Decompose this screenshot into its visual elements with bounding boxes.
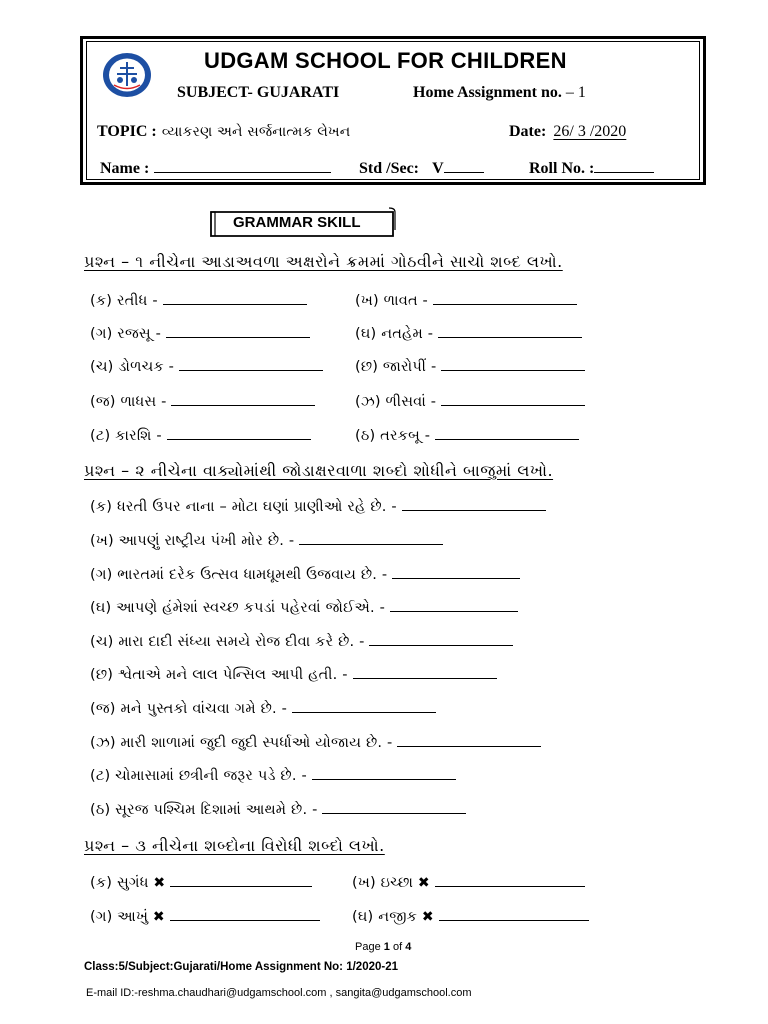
q1-item-text: (ચ) ડોળચક - bbox=[90, 359, 175, 375]
roll-blank[interactable] bbox=[594, 171, 654, 173]
answer-blank[interactable] bbox=[163, 303, 307, 305]
q1-item-text: (ખ) ળાવત - bbox=[355, 293, 428, 309]
q1-item-right-2 bbox=[355, 359, 585, 375]
q3-item-left-1 bbox=[90, 909, 320, 925]
name-label: Name : bbox=[100, 160, 150, 177]
q1-item-right-1 bbox=[355, 326, 582, 342]
topic-value: વ્યાકરણ અને સર્જનાત્મક લેખન bbox=[161, 124, 351, 140]
grammar-skill-banner bbox=[209, 210, 393, 239]
cross-icon: ✖ bbox=[417, 875, 430, 891]
q1-item-text: (જ) ળાધસ - bbox=[90, 394, 167, 410]
q2-item-text: (ઘ) આપણે હંમેશાં સ્વચ્છ કપડાં પહેરવાં જોઈએ. - bbox=[90, 600, 386, 616]
q2-item-8 bbox=[90, 768, 456, 784]
date-label: Date: bbox=[509, 123, 547, 140]
q2-item-0 bbox=[90, 499, 546, 515]
q1-item-left-3 bbox=[90, 394, 315, 410]
q2-item-text: (ઝ) મારી શાળામાં જુદી જુદી સ્પર્ધાઓ યોજાય છે. - bbox=[90, 735, 393, 751]
q1-item-left-1 bbox=[90, 326, 310, 342]
page-label: Page bbox=[355, 941, 381, 953]
answer-blank[interactable] bbox=[435, 438, 579, 440]
q1-item-right-3 bbox=[355, 394, 585, 410]
q2-item-4 bbox=[90, 634, 513, 650]
answer-blank[interactable] bbox=[170, 885, 312, 887]
topic-label: TOPIC : bbox=[97, 123, 157, 140]
q1-heading: પ્રશ્ન – ૧ નીચેના આડાઅવળા અક્ષરોને ક્રમમાં ગોઠવીને સાચો શબ્દ લખો. bbox=[84, 252, 563, 271]
school-name: UDGAM SCHOOL FOR CHILDREN bbox=[204, 48, 567, 73]
answer-blank[interactable] bbox=[397, 745, 541, 747]
q2-item-text: (ક) ધરતી ઉપર નાના – મોટા ઘણાં પ્રાણીઓ રહે છે. - bbox=[90, 499, 397, 515]
sec-blank[interactable] bbox=[444, 171, 484, 173]
answer-blank[interactable] bbox=[438, 336, 582, 338]
q2-item-2 bbox=[90, 567, 520, 583]
answer-blank[interactable] bbox=[390, 610, 518, 612]
answer-blank[interactable] bbox=[402, 509, 546, 511]
roll-row bbox=[529, 158, 654, 178]
q3-item-right-1 bbox=[352, 909, 589, 925]
topic-row bbox=[97, 121, 350, 141]
q3-item-text: (ખ) ઇચ્છા bbox=[352, 875, 414, 891]
cross-icon: ✖ bbox=[152, 909, 165, 925]
q2-item-text: (ગ) ભારતમાં દરેક ઉત્સવ ધામધૂમથી ઉજવાય છે. - bbox=[90, 567, 388, 583]
answer-blank[interactable] bbox=[369, 644, 513, 646]
answer-blank[interactable] bbox=[299, 543, 443, 545]
q3-item-text: (ગ) આખું bbox=[90, 909, 149, 925]
page-of: of bbox=[392, 941, 403, 953]
grammar-skill-label: GRAMMAR SKILL bbox=[233, 214, 361, 231]
q2-item-text: (જ) મને પુસ્તકો વાંચવા ગમે છે. - bbox=[90, 701, 288, 717]
page-total: 4 bbox=[405, 941, 412, 953]
q2-item-text: (ઠ) સૂરજ પશ્ચિમ દિશામાં આથમે છે. - bbox=[90, 802, 318, 818]
subject-label: SUBJECT- GUJARATI bbox=[177, 84, 340, 101]
answer-blank[interactable] bbox=[170, 919, 320, 921]
answer-blank[interactable] bbox=[167, 438, 311, 440]
assignment-label-text: Home Assignment no. bbox=[413, 84, 562, 101]
answer-blank[interactable] bbox=[441, 404, 585, 406]
q2-item-text: (ખ) આપણું રાષ્ટ્રીય પંખી મોર છે. - bbox=[90, 533, 295, 549]
school-logo bbox=[102, 52, 152, 98]
q2-heading: પ્રશ્ન – ૨ નીચેના વાક્યોમાંથી જોડાક્ષરવાળા શબ્દો શોધીને બાજુમાં લખો. bbox=[84, 461, 554, 480]
cross-icon: ✖ bbox=[153, 875, 166, 891]
q2-item-1 bbox=[90, 533, 443, 549]
assignment-label bbox=[413, 84, 586, 102]
answer-blank[interactable] bbox=[353, 677, 497, 679]
q1-item-left-4 bbox=[90, 428, 311, 444]
answer-blank[interactable] bbox=[392, 577, 520, 579]
q1-item-text: (ક) રતીધ - bbox=[90, 293, 158, 309]
q1-item-text: (ઘ) નતહેમ - bbox=[355, 326, 434, 342]
cross-icon: ✖ bbox=[421, 909, 434, 925]
q3-item-left-0 bbox=[90, 875, 312, 891]
name-blank[interactable] bbox=[154, 171, 331, 173]
q1-item-right-0 bbox=[355, 293, 577, 309]
q1-item-text: (ઠ) તરકબૂ - bbox=[355, 428, 431, 444]
class-line: Class:5/Subject:Gujarati/Home Assignment No: 1/2020-21 bbox=[84, 961, 399, 973]
q1-item-left-2 bbox=[90, 359, 323, 375]
q1-item-text: (છ) જારોપીં - bbox=[355, 359, 437, 375]
answer-blank[interactable] bbox=[435, 885, 585, 887]
assignment-number: – 1 bbox=[565, 84, 586, 101]
answer-blank[interactable] bbox=[312, 778, 456, 780]
q2-item-5 bbox=[90, 667, 497, 683]
q2-item-6 bbox=[90, 701, 436, 717]
q2-item-text: (ચ) મારા દાદી સંધ્યા સમયે રોજ દીવા કરે છે. - bbox=[90, 634, 365, 650]
q1-item-text: (ઝ) ળીસવાં - bbox=[355, 394, 437, 410]
std-row bbox=[359, 158, 484, 178]
date-value: 26/ 3 /2020 bbox=[553, 123, 627, 140]
q1-item-text: (ટ) કારશિ - bbox=[90, 428, 162, 444]
std-label: Std /Sec: bbox=[359, 160, 419, 177]
answer-blank[interactable] bbox=[179, 369, 323, 371]
q1-item-right-4 bbox=[355, 428, 579, 444]
q3-heading: પ્રશ્ન – ૩ નીચેના શબ્દોના વિરોધી શબ્દો લખો. bbox=[84, 836, 385, 855]
q2-item-9 bbox=[90, 802, 466, 818]
std-value: V bbox=[432, 160, 444, 177]
q3-item-right-0 bbox=[352, 875, 585, 891]
q2-item-text: (છ) શ્વેતાએ મને લાલ પેન્સિલ આપી હતી. - bbox=[90, 667, 348, 683]
answer-blank[interactable] bbox=[171, 404, 315, 406]
roll-label: Roll No. : bbox=[529, 160, 595, 177]
answer-blank[interactable] bbox=[322, 812, 466, 814]
q2-item-text: (ટ) ચોમાસામાં છત્રીની જરૂર પડે છે. - bbox=[90, 768, 307, 784]
answer-blank[interactable] bbox=[166, 336, 310, 338]
date-row bbox=[509, 121, 628, 141]
page-number bbox=[355, 941, 411, 953]
q3-item-text: (ક) સુગંધ bbox=[90, 875, 149, 891]
q3-item-text: (ઘ) નજીક bbox=[352, 909, 418, 925]
q1-item-left-0 bbox=[90, 293, 307, 309]
email-line: E-mail ID:-reshma.chaudhari@udgamschool.com , sangita@udgamschool.com bbox=[86, 987, 472, 999]
answer-blank[interactable] bbox=[441, 369, 585, 371]
q1-item-text: (ગ) રજસૂ - bbox=[90, 326, 162, 342]
answer-blank[interactable] bbox=[433, 303, 577, 305]
page-current: 1 bbox=[383, 941, 390, 953]
q2-item-7 bbox=[90, 735, 541, 751]
q2-item-3 bbox=[90, 600, 518, 616]
answer-blank[interactable] bbox=[439, 919, 589, 921]
answer-blank[interactable] bbox=[292, 711, 436, 713]
name-row bbox=[100, 158, 331, 178]
